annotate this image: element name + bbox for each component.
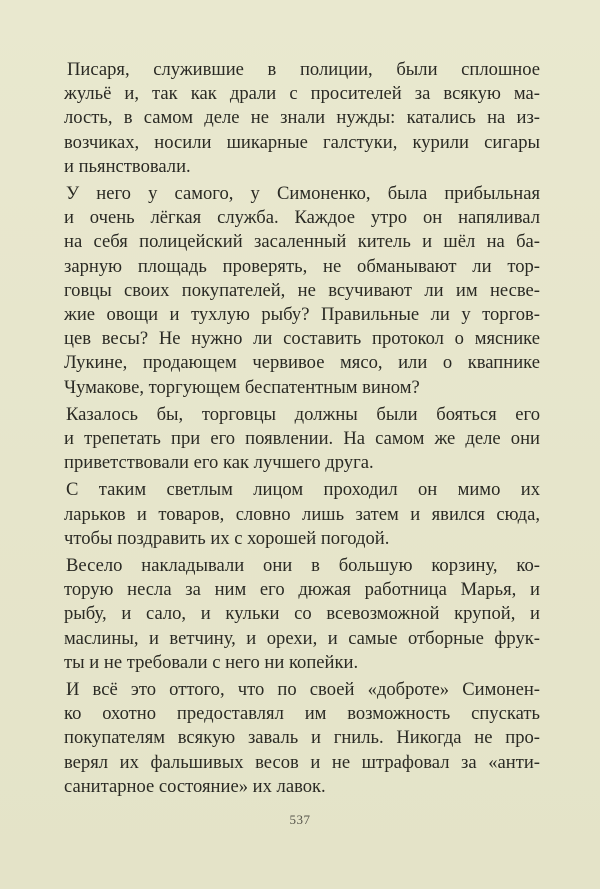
- text-line: рыбу, и сало, и кульки со всевозможной крупой, и: [64, 603, 540, 625]
- text-line: маслины, и ветчину, и орехи, и самые отборные фрук-: [64, 627, 540, 649]
- text-line: жие овощи и тухлую рыбу? Правильные ли у торгов-: [64, 304, 540, 326]
- text-line: Казалось бы, торговцы должны были бояться его: [66, 403, 540, 425]
- text-line: на себя полицейский засаленный китель и шёл на ба-: [64, 231, 540, 253]
- text-line: и трепетать при его появлении. На самом же деле они: [64, 428, 540, 450]
- text-line: И всё это оттого, что по своей «доброте» Симонен-: [66, 679, 540, 701]
- text-line: ты и не требовали с него ни копейки.: [64, 651, 359, 673]
- text-line: цев весы? Не нужно ли составить протокол о мяснике: [64, 328, 540, 350]
- paragraph: [64, 182, 540, 400]
- text-line: лость, в самом деле не знали нужды: катались на из-: [64, 107, 540, 129]
- text-line: ко охотно предоставлял им возможность спускать: [64, 703, 540, 725]
- text-line: говцы своих покупателей, не всучивают ли им несве-: [64, 279, 540, 301]
- text-line: зарную площадь проверять, не обманывают ли тор-: [64, 255, 540, 277]
- paragraph: [64, 678, 540, 799]
- text-line: покупателям всякую заваль и гниль. Никогда не про-: [64, 727, 540, 749]
- text-line: С таким светлым лицом проходил он мимо их: [66, 479, 540, 501]
- text-line: возчиках, носили шикарные галстуки, курили сигары: [64, 131, 540, 153]
- paragraph: [64, 403, 540, 476]
- text-line: ларьков и товаров, словно лишь затем и явился сюда,: [64, 503, 540, 525]
- text-line: чтобы поздравить их с хорошей погодой.: [64, 527, 390, 549]
- text-line: Весело накладывали они в большую корзину, ко-: [66, 555, 540, 577]
- text-line: приветствовали его как лучшего друга.: [64, 452, 374, 474]
- text-line: Лукине, продающем червивое мясо, или о квапнике: [64, 352, 540, 374]
- paragraph: [64, 554, 540, 675]
- text-line: торую несла за ним его дюжая работница Марья, и: [64, 579, 540, 601]
- body-text: [64, 58, 540, 799]
- text-line: санитарное состояние» их лавок.: [64, 775, 326, 797]
- page-number: 537: [289, 812, 311, 827]
- paragraph: [64, 478, 540, 551]
- text-line: жульё и, так как драли с просителей за всякую ма-: [64, 83, 540, 105]
- text-line: У него у самого, у Симоненко, была прибыльная: [66, 183, 540, 205]
- text-line: верял их фальшивых весов и не штрафовал за «анти-: [64, 751, 540, 773]
- text-line: Чумакове, торгующем беспатентным вином?: [64, 376, 420, 398]
- text-line: и пьянствовали.: [64, 155, 191, 177]
- text-line: и очень лёгкая служба. Каждое утро он напяливал: [64, 207, 540, 229]
- paragraph: [64, 58, 540, 179]
- text-line: Писаря, служившие в полиции, были сплошное: [67, 59, 540, 80]
